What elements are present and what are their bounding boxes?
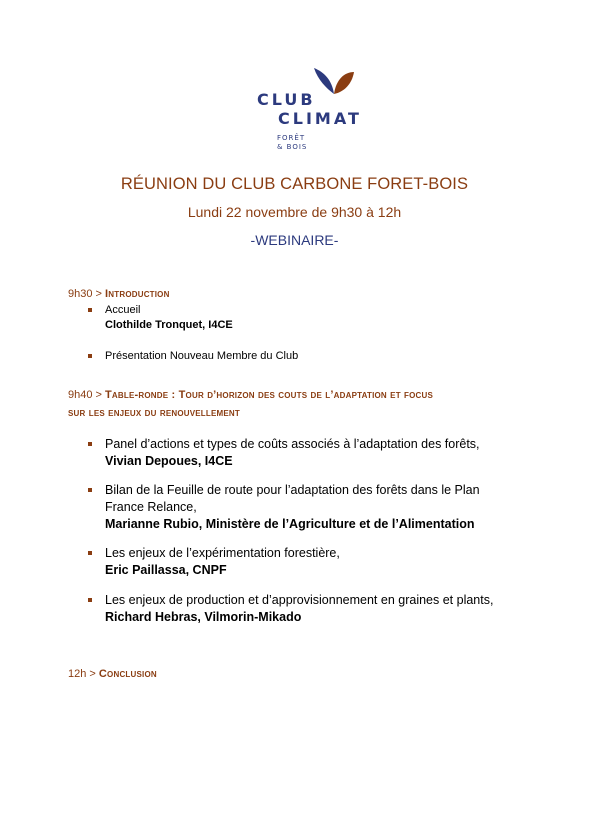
item-text-line1: Bilan de la Feuille de route pour l’adaptation des forêts dans le Plan — [105, 483, 480, 497]
square-bullet-icon — [88, 308, 92, 312]
item-text: Les enjeux de production et d’approvisionnement en graines et plants, — [105, 593, 494, 607]
meeting-title: RÉUNION DU CLUB CARBONE FORET-BOIS — [120, 175, 469, 193]
agenda-section-introduction — [68, 285, 170, 303]
section-heading: Introduction — [105, 288, 170, 300]
item-speaker: Clothilde Tronquet, I4CE — [105, 319, 233, 331]
item-text: Accueil — [105, 304, 141, 316]
item-text: Panel d’actions et types de coûts associés à l’adaptation des forêts, — [105, 437, 480, 451]
section-time: 12h > — [68, 668, 96, 680]
meeting-date: Lundi 22 novembre de 9h30 à 12h — [187, 204, 402, 220]
logo-text-bois: & BOIS — [277, 143, 308, 151]
meeting-format: -WEBINAIRE- — [250, 232, 339, 248]
leaf-mark-icon — [312, 66, 354, 106]
section-heading: Conclusion — [98, 668, 157, 680]
item-text: Présentation Nouveau Membre du Club — [105, 350, 299, 362]
logo-text-club: CLUB — [257, 90, 316, 109]
item-speaker: Marianne Rubio, Ministère de l’Agriculture et de l’Alimentation — [105, 517, 475, 531]
item-speaker: Vivian Depoues, I4CE — [105, 454, 233, 468]
item-speaker: Eric Paillassa, CNPF — [105, 563, 227, 577]
square-bullet-icon — [88, 442, 92, 446]
square-bullet-icon — [88, 488, 92, 492]
club-climat-logo — [250, 66, 365, 156]
logo-text-climat: CLIMAT — [278, 109, 362, 128]
section-time: 9h30 > — [68, 288, 102, 300]
logo-text-foret: FORÊT — [277, 134, 306, 142]
agenda-section-table-ronde — [68, 386, 528, 422]
section-time: 9h40 > — [68, 389, 102, 401]
agenda-section-conclusion — [68, 665, 157, 683]
square-bullet-icon — [88, 354, 92, 358]
square-bullet-icon — [88, 551, 92, 555]
section-heading-line2: sur les enjeux du renouvellement — [68, 407, 240, 419]
item-text-line2: France Relance, — [105, 500, 197, 514]
section-heading-line1: Table-ronde : Tour d’horizon des couts de l’adaptation et focus — [105, 389, 434, 401]
item-speaker: Richard Hebras, Vilmorin-Mikado — [105, 610, 302, 624]
item-text: Les enjeux de l’expérimentation forestière, — [105, 546, 340, 560]
square-bullet-icon — [88, 598, 92, 602]
